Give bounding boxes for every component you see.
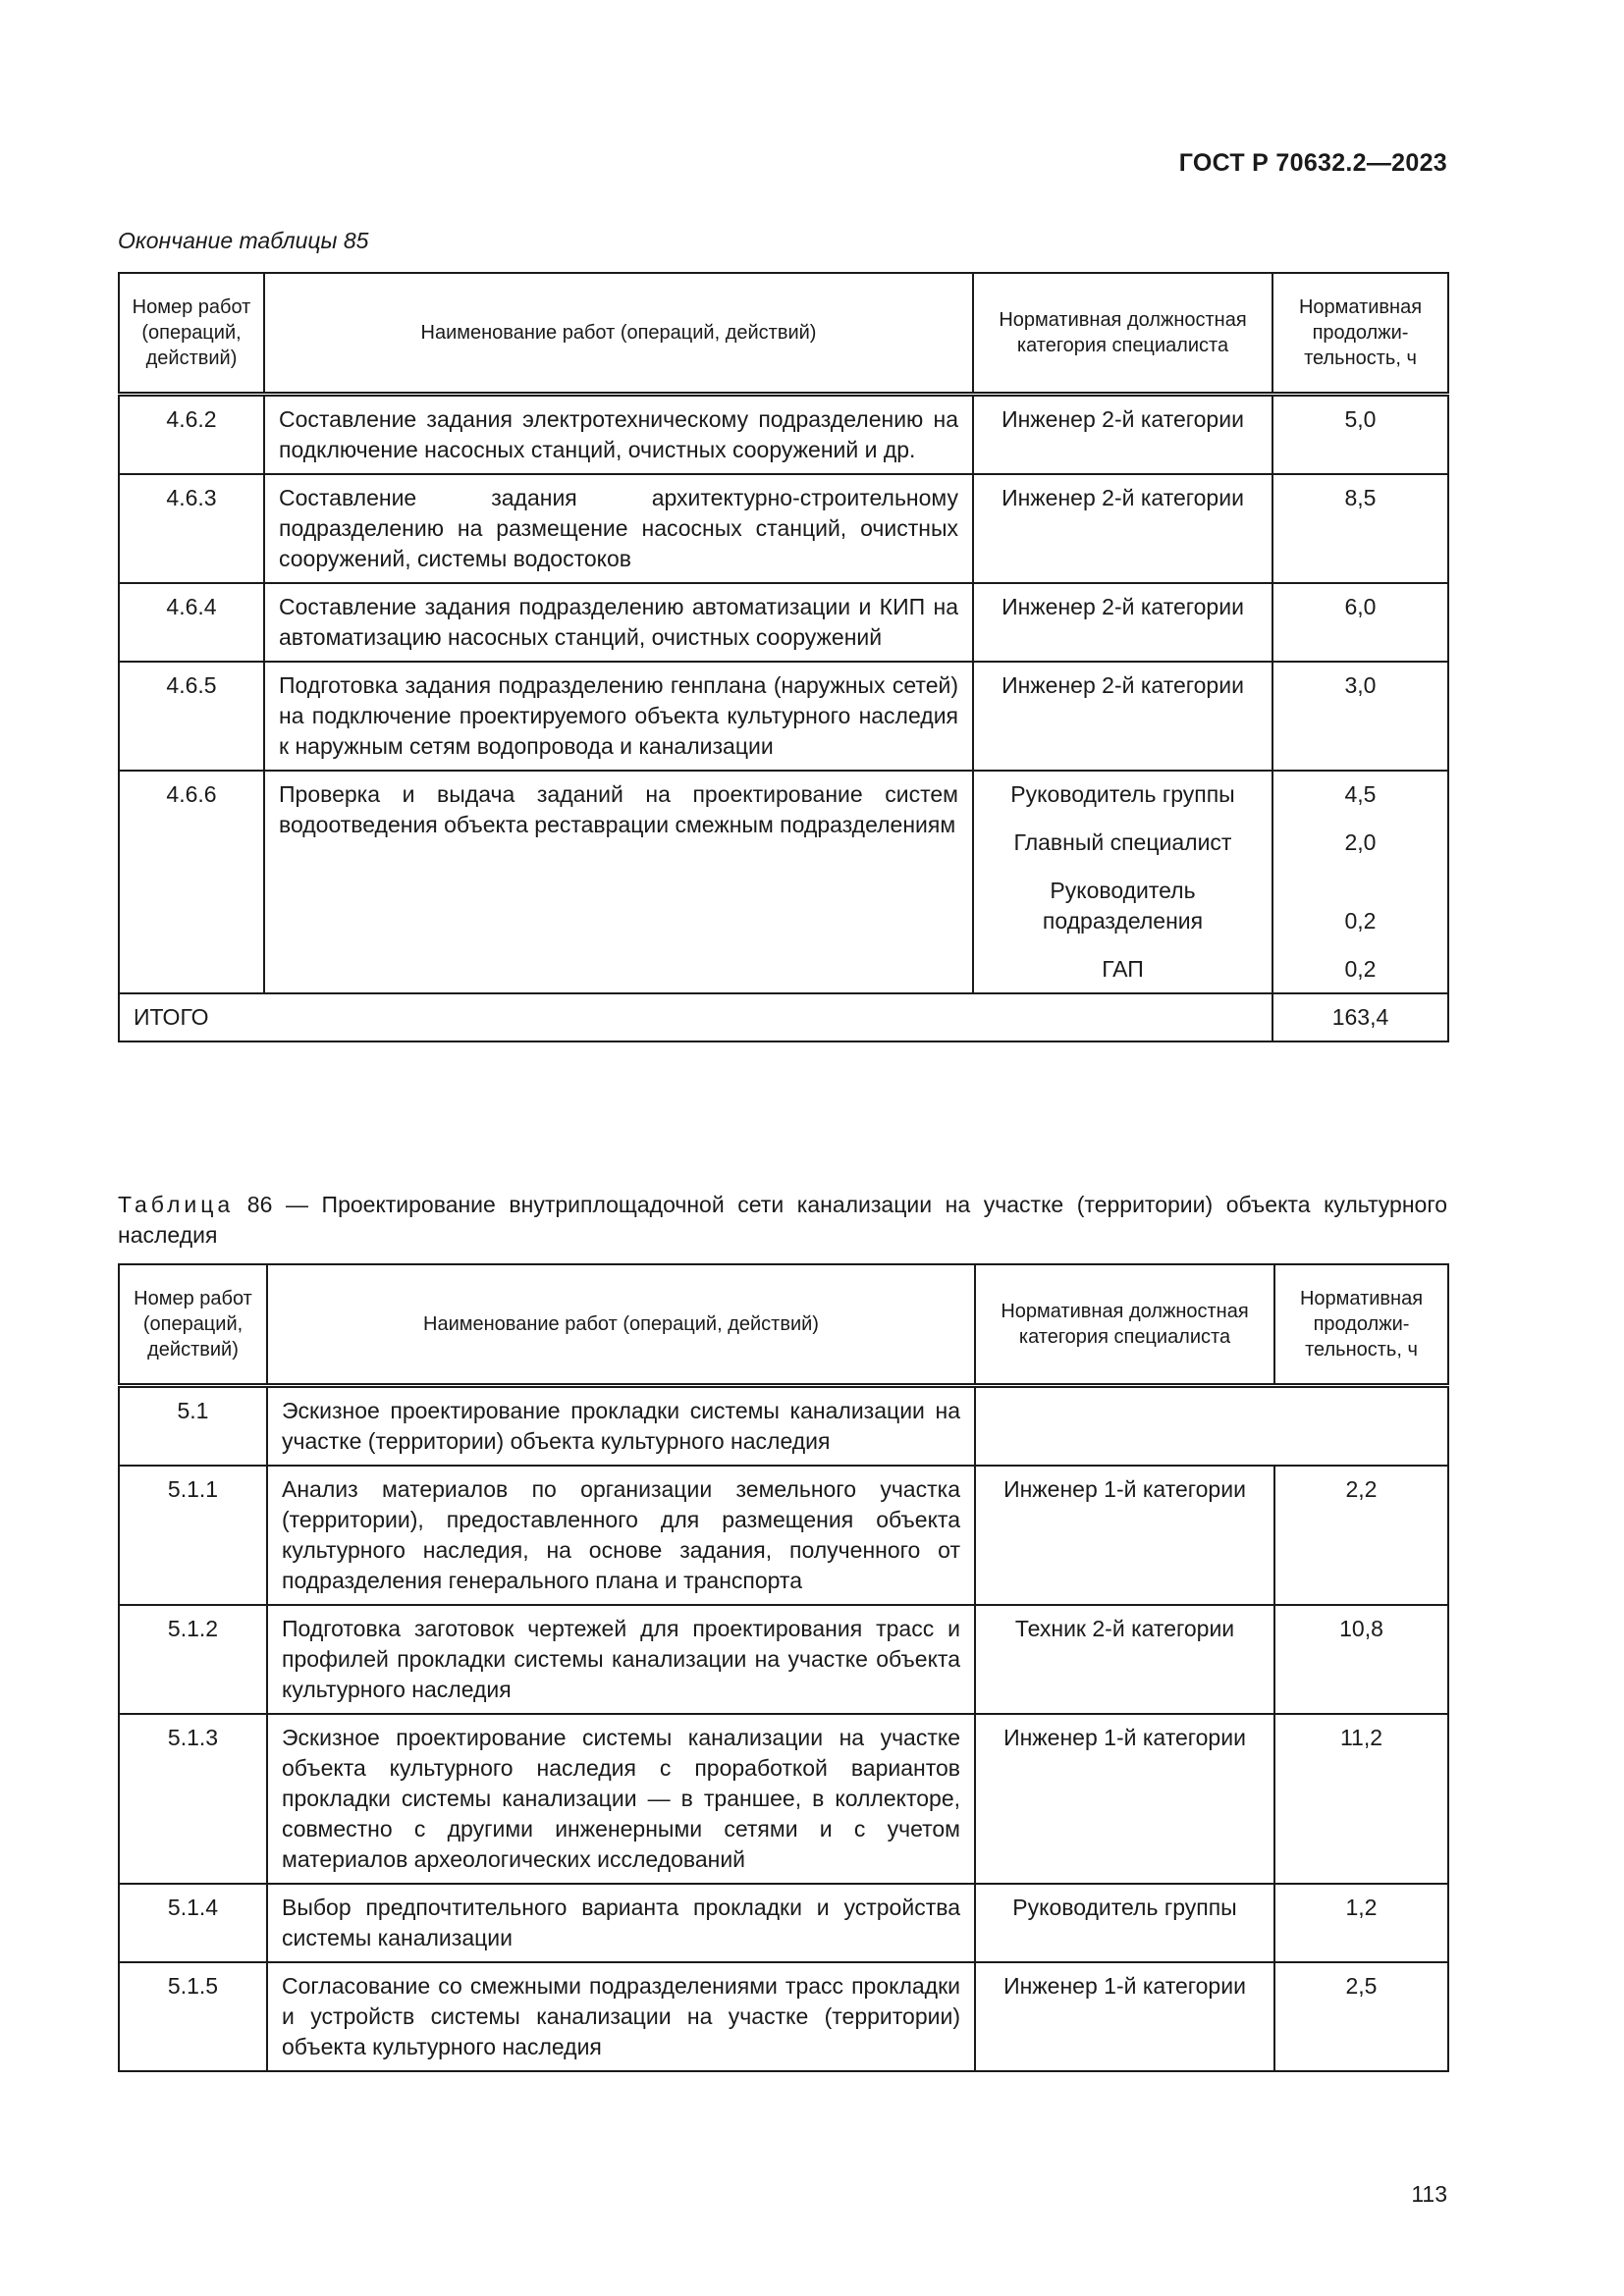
table-row — [119, 395, 1448, 475]
table-header-row — [119, 273, 1448, 395]
cell-number: 5.1 — [119, 1386, 267, 1467]
document-header: ГОСТ Р 70632.2—2023 — [1178, 149, 1447, 177]
cell-number: 5.1.2 — [119, 1605, 267, 1714]
cell-duration: 8,5 — [1272, 474, 1448, 583]
cell-category: Инженер 1-й категории — [975, 1466, 1274, 1605]
cell-name: Составление задания архитектурно-строительному подразделению на размещение насосных станций, очистных сооружений, системы водостоков — [264, 474, 973, 583]
cell-category: Инженер 1-й категории — [975, 1714, 1274, 1884]
cell-number: 4.6.4 — [119, 583, 264, 662]
cell-duration: 6,0 — [1272, 583, 1448, 662]
cell-number: 4.6.3 — [119, 474, 264, 583]
cell-duration: 5,0 — [1272, 395, 1448, 475]
table-row — [119, 1962, 1448, 2071]
cell-duration: 2,5 — [1274, 1962, 1448, 2071]
page-number: 113 — [1411, 2181, 1447, 2207]
total-label: ИТОГО — [119, 993, 1272, 1041]
cell-name: Проверка и выдача заданий на проектирование систем водоотведения объекта реставрации смежным подразделениям — [264, 771, 973, 993]
cell-name: Составление задания электротехническому подразделению на подключение насосных станций, очистных сооружений и др. — [264, 395, 973, 475]
table-row — [119, 1605, 1448, 1714]
category-item: Руководитель подразделения — [1042, 878, 1204, 934]
cell-category: Инженер 1-й категории — [975, 1962, 1274, 2071]
cell-number: 5.1.4 — [119, 1884, 267, 1962]
table-row — [119, 1714, 1448, 1884]
cell-number: 5.1.5 — [119, 1962, 267, 2071]
section-row — [119, 1386, 1448, 1467]
cell-duration: 3,0 — [1272, 662, 1448, 771]
cell-number: 4.6.5 — [119, 662, 264, 771]
category-item: Главный специалист — [1013, 829, 1232, 855]
duration-item: 0,2 — [1344, 908, 1377, 934]
cell-empty — [975, 1386, 1448, 1467]
table-title-text: 86 — Проектирование внутриплощадочной сети канализации на участке (территории) объекта культурного наследия — [118, 1192, 1447, 1248]
cell-name: Эскизное проектирование системы канализации на участке объекта культурного наследия с проработкой вариантов прокладки системы канализации — в траншее, в коллекторе, совместно с другими инженерными сетями и с учетом материалов археологических исследований — [267, 1714, 975, 1884]
cell-number: 5.1.3 — [119, 1714, 267, 1884]
cell-duration: 1,2 — [1274, 1884, 1448, 1962]
header-name: Наименование работ (операций, действий) — [267, 1264, 975, 1386]
header-number: Номер работ (операций, действий) — [119, 273, 264, 395]
table-row — [119, 662, 1448, 771]
cell-name: Составление задания подразделению автоматизации и КИП на автоматизацию насосных станций, очистных сооружений — [264, 583, 973, 662]
table-row — [119, 771, 1448, 993]
header-name: Наименование работ (операций, действий) — [264, 273, 973, 395]
header-duration: Нормативная продолжи-тельность, ч — [1274, 1264, 1448, 1386]
category-item: ГАП — [1102, 956, 1144, 982]
table-label: Таблица — [118, 1192, 235, 1217]
header-category: Нормативная должностная категория специалиста — [975, 1264, 1274, 1386]
cell-category-list — [973, 771, 1272, 993]
table-86 — [118, 1263, 1449, 2072]
cell-category: Инженер 2-й категории — [973, 395, 1272, 475]
cell-name: Согласование со смежными подразделениями трасс прокладки и устройств системы канализации на участке (территории) объекта культурного наследия — [267, 1962, 975, 2071]
total-row — [119, 993, 1448, 1041]
cell-number: 5.1.1 — [119, 1466, 267, 1605]
cell-name: Эскизное проектирование прокладки системы канализации на участке (территории) объекта культурного наследия — [267, 1386, 975, 1467]
cell-category: Руководитель группы — [975, 1884, 1274, 1962]
header-number: Номер работ (операций, действий) — [119, 1264, 267, 1386]
table-header-row — [119, 1264, 1448, 1386]
table-row — [119, 474, 1448, 583]
cell-number: 4.6.2 — [119, 395, 264, 475]
table-86-title — [118, 1190, 1447, 1251]
table-row — [119, 583, 1448, 662]
cell-duration: 11,2 — [1274, 1714, 1448, 1884]
cell-category: Техник 2-й категории — [975, 1605, 1274, 1714]
category-item: Руководитель группы — [1010, 781, 1235, 807]
cell-category: Инженер 2-й категории — [973, 474, 1272, 583]
duration-item: 4,5 — [1344, 781, 1377, 807]
cell-duration: 10,8 — [1274, 1605, 1448, 1714]
cell-duration-list — [1272, 771, 1448, 993]
duration-item: 2,0 — [1344, 829, 1377, 855]
cell-name: Анализ материалов по организации земельного участка (территории), предоставленного для размещения объекта культурного наследия, на основе задания, полученного от подразделения генерального плана и транспорта — [267, 1466, 975, 1605]
cell-category: Инженер 2-й категории — [973, 583, 1272, 662]
table-row — [119, 1884, 1448, 1962]
total-value: 163,4 — [1272, 993, 1448, 1041]
table-continuation-caption: Окончание таблицы 85 — [118, 228, 369, 253]
cell-category: Инженер 2-й категории — [973, 662, 1272, 771]
cell-number: 4.6.6 — [119, 771, 264, 993]
table-85 — [118, 272, 1449, 1042]
header-category: Нормативная должностная категория специалиста — [973, 273, 1272, 395]
cell-name: Подготовка задания подразделению генплана (наружных сетей) на подключение проектируемого объекта культурного наследия к наружным сетям водопровода и канализации — [264, 662, 973, 771]
duration-item: 0,2 — [1344, 956, 1377, 982]
cell-duration: 2,2 — [1274, 1466, 1448, 1605]
table-row — [119, 1466, 1448, 1605]
cell-name: Подготовка заготовок чертежей для проектирования трасс и профилей прокладки системы канализации на участке объекта культурного наследия — [267, 1605, 975, 1714]
header-duration: Нормативная продолжи-тельность, ч — [1272, 273, 1448, 395]
cell-name: Выбор предпочтительного варианта прокладки и устройства системы канализации — [267, 1884, 975, 1962]
